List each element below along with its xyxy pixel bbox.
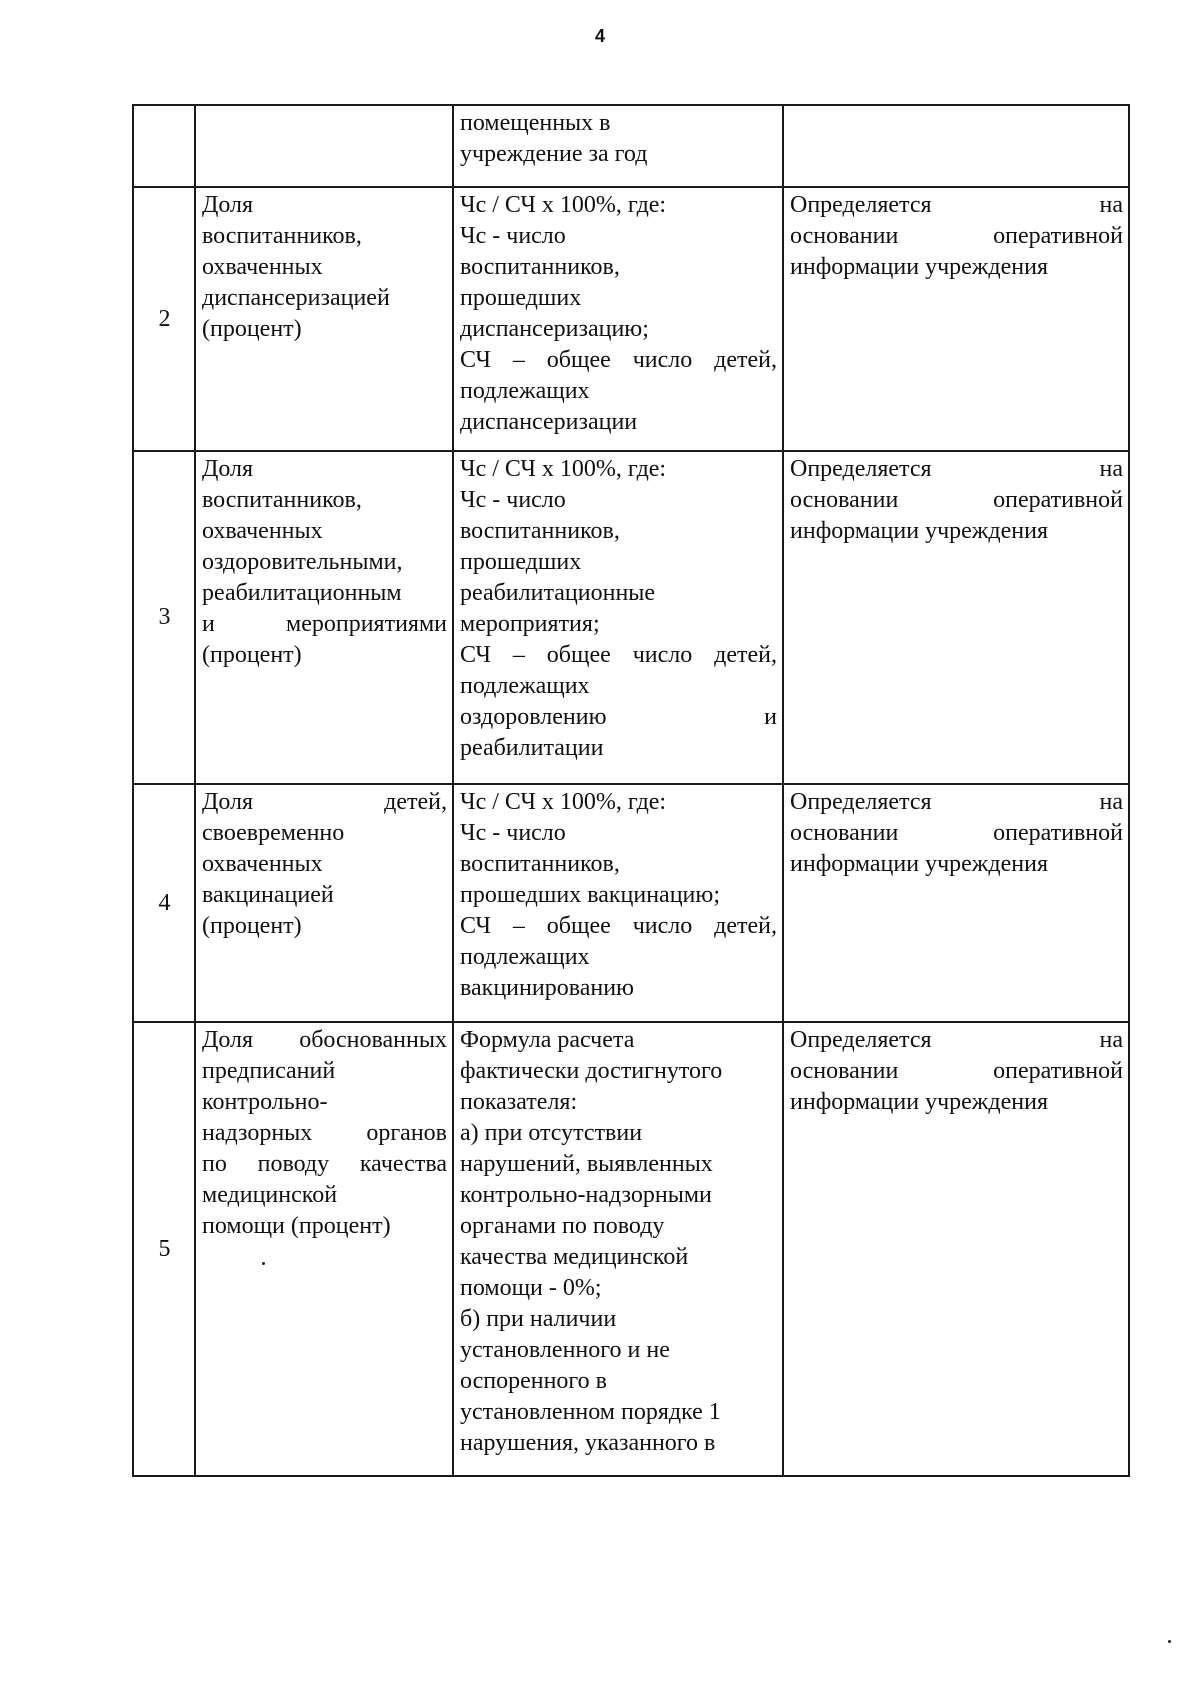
- formula-line: Чс - число: [460, 487, 566, 513]
- indicator-cell: [195, 105, 453, 187]
- indicator-line: помощи (процент): [202, 1213, 391, 1239]
- formula-line: учреждение за год: [460, 141, 648, 167]
- source-line: [790, 1025, 1123, 1056]
- indicator-line: (процент): [202, 316, 302, 342]
- indicator-line: диспансеризацией: [202, 285, 390, 311]
- indicator-line: контрольно-: [202, 1089, 328, 1115]
- indicator-line: Доля обоснованных: [202, 1027, 447, 1053]
- formula-line: органами по поводу: [460, 1213, 665, 1239]
- source-line: [790, 849, 1123, 880]
- page-number: 4: [594, 26, 605, 46]
- source-word: на: [1099, 192, 1123, 218]
- source-cell: [783, 187, 1129, 451]
- formula-line: оспоренного в: [460, 1368, 608, 1394]
- source-line: [790, 818, 1123, 849]
- formula-line: оздоровлению и: [460, 704, 777, 730]
- formula-line: подлежащих: [460, 673, 590, 699]
- formula-line: Чс / СЧ х 100%, где:: [460, 456, 667, 482]
- source-word: Определяется: [790, 789, 932, 815]
- formula-line: помещенных в: [460, 110, 611, 136]
- table-row: [133, 784, 1129, 1022]
- source-word: основании: [790, 223, 899, 249]
- formula-line: реабилитации: [460, 735, 604, 761]
- table-row: [133, 105, 1129, 187]
- source-line: [790, 454, 1123, 485]
- source-word: на: [1099, 1027, 1123, 1053]
- indicator-cell: [195, 1022, 453, 1476]
- formula-line: подлежащих: [460, 944, 590, 970]
- indicator-line: вакцинацией: [202, 882, 334, 908]
- formula-line: а) при отсутствии: [460, 1120, 643, 1146]
- indicator-line: воспитанников,: [202, 487, 362, 513]
- formula-line: качества медицинской: [460, 1244, 689, 1270]
- source-word: оперативной: [993, 820, 1123, 846]
- source-cell: [783, 105, 1129, 187]
- formula-line: Чс - число: [460, 223, 566, 249]
- source-cell: [783, 784, 1129, 1022]
- source-word: оперативной: [993, 223, 1123, 249]
- formula-line: воспитанников,: [460, 851, 620, 877]
- source-line: [790, 221, 1123, 252]
- row-number: 3: [133, 451, 195, 784]
- indicator-line: охваченных: [202, 518, 323, 544]
- source-cell: [783, 1022, 1129, 1476]
- indicator-line: оздоровительными,: [202, 549, 403, 575]
- source-word: оперативной: [993, 487, 1123, 513]
- source-line: [790, 252, 1123, 283]
- indicator-line: Доля детей,: [202, 789, 447, 815]
- row-number: [133, 105, 195, 187]
- source-word: на: [1099, 789, 1123, 815]
- formula-line: воспитанников,: [460, 518, 620, 544]
- source-word: Определяется: [790, 456, 932, 482]
- indicator-line: своевременно: [202, 820, 345, 846]
- source-word: на: [1099, 456, 1123, 482]
- formula-line: установленного и не: [460, 1337, 670, 1363]
- source-word: информации учреждения: [790, 1089, 1048, 1115]
- row-number: 2: [133, 187, 195, 451]
- indicator-cell: [195, 784, 453, 1022]
- formula-line: СЧ – общее число детей,: [460, 347, 777, 373]
- formula-line: нарушения, указанного в: [460, 1430, 716, 1456]
- source-word: информации учреждения: [790, 254, 1048, 280]
- source-line: [790, 516, 1123, 547]
- formula-line: СЧ – общее число детей,: [460, 913, 777, 939]
- row-number: 5: [133, 1022, 195, 1476]
- source-word: информации учреждения: [790, 518, 1048, 544]
- indicator-line: воспитанников,: [202, 223, 362, 249]
- indicator-line: по поводу качества: [202, 1151, 447, 1177]
- formula-line: СЧ – общее число детей,: [460, 642, 777, 668]
- source-line: [790, 485, 1123, 516]
- formula-line: фактически достигнутого: [460, 1058, 723, 1084]
- source-line: [790, 190, 1123, 221]
- source-line: [790, 1056, 1123, 1087]
- formula-line: помощи - 0%;: [460, 1275, 602, 1301]
- formula-line: Чс - число: [460, 820, 566, 846]
- formula-line: диспансеризацию;: [460, 316, 649, 342]
- formula-line: диспансеризации: [460, 409, 638, 435]
- indicator-line: медицинской: [202, 1182, 338, 1208]
- formula-cell: [453, 451, 783, 784]
- indicator-cell: [195, 187, 453, 451]
- formula-line: вакцинированию: [460, 975, 634, 1001]
- table-row: [133, 187, 1129, 451]
- indicator-line: надзорных органов: [202, 1120, 447, 1146]
- indicator-line: Доля: [202, 192, 254, 218]
- formula-line: показателя:: [460, 1089, 578, 1115]
- source-word: основании: [790, 487, 899, 513]
- formula-line: воспитанников,: [460, 254, 620, 280]
- formula-line: установленном порядке 1: [460, 1399, 721, 1425]
- indicator-line: охваченных: [202, 851, 323, 877]
- formula-line: подлежащих: [460, 378, 590, 404]
- formula-cell: [453, 784, 783, 1022]
- indicator-line: реабилитационным: [202, 580, 402, 606]
- indicator-line: охваченных: [202, 254, 323, 280]
- table-row: [133, 1022, 1129, 1476]
- scan-speck: [262, 1262, 265, 1265]
- formula-line: б) при наличии: [460, 1306, 617, 1332]
- source-line: [790, 787, 1123, 818]
- indicator-line: и мероприятиями: [202, 611, 447, 637]
- formula-line: прошедших вакцинацию;: [460, 882, 720, 908]
- scan-speck: [1168, 1640, 1171, 1643]
- indicator-line: (процент): [202, 913, 302, 939]
- formula-cell: [453, 105, 783, 187]
- source-word: основании: [790, 1058, 899, 1084]
- formula-line: мероприятия;: [460, 611, 600, 637]
- formula-cell: [453, 1022, 783, 1476]
- indicators-table: [132, 104, 1130, 1477]
- source-word: информации учреждения: [790, 851, 1048, 877]
- source-word: Определяется: [790, 1027, 932, 1053]
- indicator-line: Доля: [202, 456, 254, 482]
- indicator-line: предписаний: [202, 1058, 336, 1084]
- source-cell: [783, 451, 1129, 784]
- indicator-line: (процент): [202, 642, 302, 668]
- indicator-cell: [195, 451, 453, 784]
- formula-line: Чс / СЧ х 100%, где:: [460, 789, 667, 815]
- source-word: Определяется: [790, 192, 932, 218]
- formula-line: Чс / СЧ х 100%, где:: [460, 192, 667, 218]
- source-word: оперативной: [993, 1058, 1123, 1084]
- formula-line: прошедших: [460, 285, 582, 311]
- table-row: [133, 451, 1129, 784]
- formula-cell: [453, 187, 783, 451]
- row-number: 4: [133, 784, 195, 1022]
- source-word: основании: [790, 820, 899, 846]
- formula-line: Формула расчета: [460, 1027, 635, 1053]
- formula-line: прошедших: [460, 549, 582, 575]
- formula-line: контрольно-надзорными: [460, 1182, 712, 1208]
- source-line: [790, 1087, 1123, 1118]
- formula-line: реабилитационные: [460, 580, 656, 606]
- formula-line: нарушений, выявленных: [460, 1151, 713, 1177]
